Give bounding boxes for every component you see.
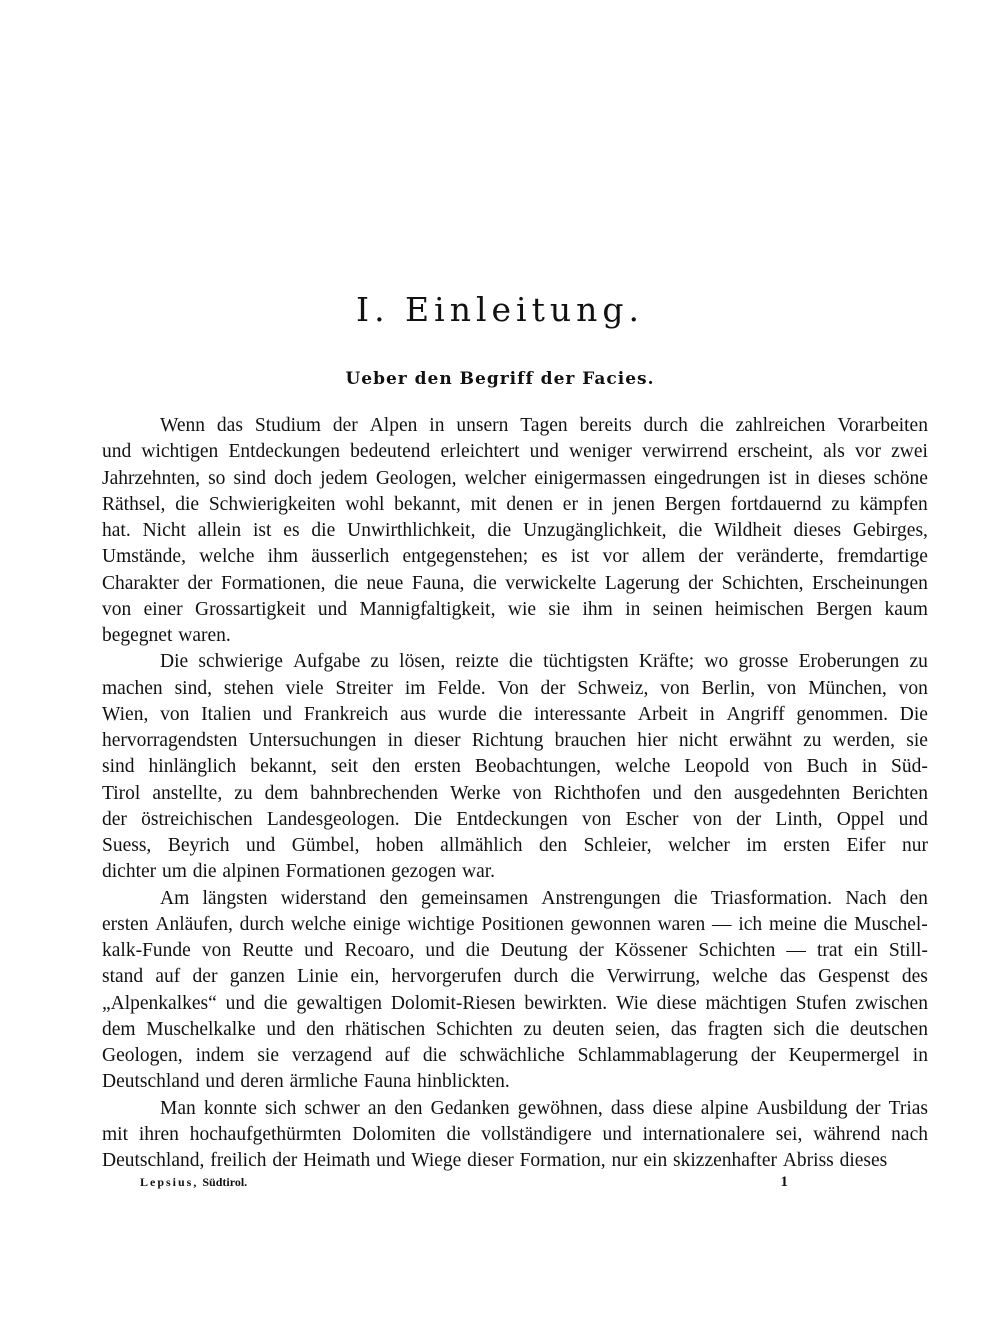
text-line: stand auf der ganzen Linie ein, hervorgerufen durch die Verwirrung, welche das Gespenst des: [102, 966, 928, 988]
text-line: der östreichischen Landesgeologen. Die Entdeckungen von Escher von der Linth, Oppel und: [102, 808, 928, 830]
text-line: „Alpenkalkes“ und die gewaltigen Dolomit-Riesen bewirkten. Wie diese mächtigen Stufen zwischen: [102, 992, 928, 1014]
text-line: und wichtigen Entdeckungen bedeutend erleichtert und weniger verwirrend erscheint, als vor zwei: [102, 441, 928, 463]
text-line: dichter um die alpinen Formationen gezogen war.: [102, 861, 496, 883]
text-line: Deutschland, freilich der Heimath und Wiege dieser Formation, nur ein skizzenhafter Abriss dieses: [102, 1150, 888, 1171]
paragraph: [102, 649, 928, 885]
text-line: Jahrzehnten, so sind doch jedem Geologen, welcher einigermassen eingedrungen ist in dieses schöne: [102, 467, 928, 489]
text-line: Charakter der Formationen, die neue Fauna, die verwickelte Lagerung der Schichten, Erscheinungen: [102, 572, 928, 594]
text-line: hat. Nicht allein ist es die Unwirthlichkeit, die Unzugänglichkeit, die Wildheit dieses Gebirges,: [102, 520, 928, 541]
text-line: dem Muschelkalke und den rhätischen Schichten zu deuten seien, das fragten sich die deutschen: [102, 1018, 928, 1040]
footer-signature: [140, 1173, 247, 1191]
text-line: Suess, Beyrich und Gümbel, hoben allmählich den Schleier, welcher im ersten Eifer nur: [102, 835, 928, 856]
text-line: Deutschland und deren ärmliche Fauna hinblickten.: [102, 1071, 510, 1093]
page-number: 1: [780, 1174, 788, 1190]
text-line: Die schwierige Aufgabe zu lösen, reizte die tüchtigsten Kräfte; wo grosse Eroberungen zu: [160, 651, 928, 673]
paragraph: [102, 886, 928, 1096]
text-line: Umstände, welche ihm äusserlich entgegenstehen; es ist vor allem der veränderte, fremdartige: [102, 546, 928, 568]
footer-author: Lepsius,: [140, 1175, 199, 1189]
text-line: Geologen, indem sie verzagend auf die schwächliche Schlammablagerung der Keupermergel in: [102, 1045, 928, 1066]
paragraph: [102, 413, 928, 649]
footer-place: Südtirol.: [202, 1175, 248, 1189]
text-line: kalk-Funde von Reutte und Recoaro, und die Deutung der Kössener Schichten — trat ein Still-: [102, 940, 928, 961]
section-heading: Ueber den Begriff der Facies.: [345, 369, 655, 389]
paragraph: [102, 1096, 928, 1175]
page-footer: [140, 1173, 788, 1191]
text-line: begegnet waren.: [102, 625, 231, 646]
text-line: hervorragendsten Untersuchungen in dieser Richtung brauchen hier nicht erwähnt zu werden, sie: [102, 730, 928, 751]
text-line: Tirol anstellte, zu dem bahnbrechenden Werke von Richthofen und den ausgedehnten Berichten: [102, 782, 928, 804]
text-line: machen sind, stehen viele Streiter im Felde. Von der Schweiz, von Berlin, von München, von: [102, 677, 928, 699]
text-line: mit ihren hochaufgethürmten Dolomiten die vollständigere und internationalere sei, während nach: [102, 1123, 928, 1145]
text-line: sind hinlänglich bekannt, seit den ersten Beobachtungen, welche Leopold von Buch in Süd-: [102, 756, 928, 778]
text-line: Räthsel, die Schwierigkeiten wohl bekannt, mit denen er in jenen Bergen fortdauernd zu kämpfen: [102, 493, 928, 515]
text-line: Am längsten widerstand den gemeinsamen Anstrengungen die Triasformation. Nach den: [160, 887, 928, 909]
text-line: Wien, von Italien und Frankreich aus wurde die interessante Arbeit in Angriff genommen. Die: [102, 703, 928, 725]
text-line: Man konnte sich schwer an den Gedanken gewöhnen, dass diese alpine Ausbildung der Trias: [160, 1097, 928, 1119]
body-text: [102, 413, 928, 1174]
text-line: ersten Anläufen, durch welche einige wichtige Positionen gewonnen waren — ich meine die Muschel-: [102, 913, 928, 935]
chapter-title: I. Einleitung.: [356, 290, 644, 329]
text-line: von einer Grossartigkeit und Mannigfaltigkeit, wie sie ihm in seinen heimischen Bergen kaum: [102, 598, 928, 620]
text-line: Wenn das Studium der Alpen in unsern Tagen bereits durch die zahlreichen Vorarbeiten: [160, 415, 928, 436]
